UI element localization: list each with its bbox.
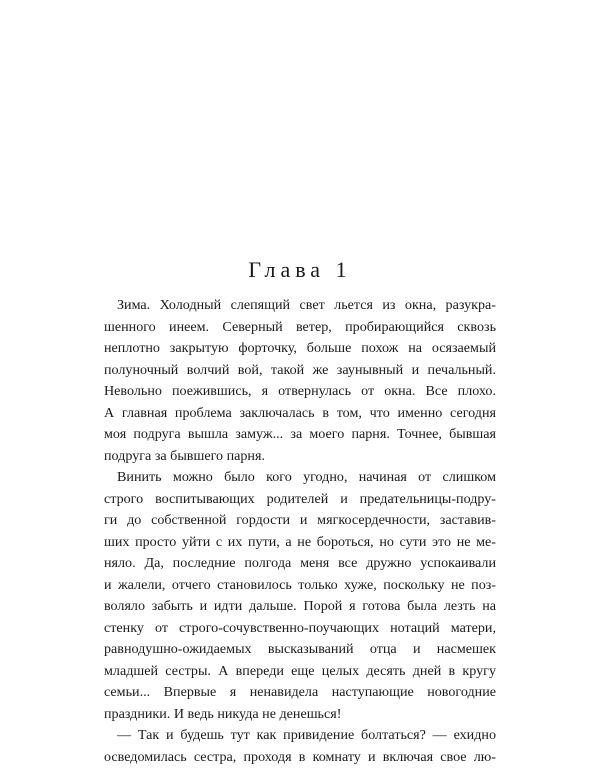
text-line: А главная проблема заключалась в том, что именно сегодня [104, 403, 496, 425]
text-line: няло. Да, последние полгода меня все дружно успокаивали [104, 553, 496, 575]
text-line: семьи... Впервые я ненавидела наступающие новогодние [104, 682, 496, 704]
text-line: Зима. Холодный слепящий свет льется из окна, разукра- [104, 295, 496, 317]
text-line: младшей сестры. А впереди еще целых десять дней в кругу [104, 661, 496, 683]
text-line: — Так и будешь тут как привидение болтаться? — ехидно [104, 725, 496, 747]
text-line: шенного инеем. Северный ветер, пробирающийся сквозь [104, 317, 496, 339]
text-line: праздники. И ведь никуда не денешься! [104, 704, 496, 726]
text-line: моя подруга вышла замуж... за моего парня. Точнее, бывшая [104, 424, 496, 446]
text-line: воляло забыть и идти дальше. Порой я готова была лезть на [104, 596, 496, 618]
text-line: ги до собственной гордости и мягкосердечности, заставив- [104, 510, 496, 532]
text-line: Невольно поежившись, я отвернулась от окна. Все плохо. [104, 381, 496, 403]
text-line: осведомилась сестра, проходя в комнату и включая свое лю- [104, 747, 496, 768]
text-line: ших просто уйти с их пути, а не бороться, но сути это не ме- [104, 532, 496, 554]
chapter-body [104, 295, 496, 768]
text-line: подруга за бывшего парня. [104, 446, 496, 468]
text-line: стенку от строго-сочувственно-поучающих нотаций матери, [104, 618, 496, 640]
text-line: равнодушно-ожидаемых высказываний отца и насмешек [104, 639, 496, 661]
text-line: полуночный волчий вой, такой же заунывный и печальный. [104, 360, 496, 382]
text-line: Винить можно было кого угодно, начиная от слишком [104, 467, 496, 489]
chapter-title: Глава 1 [0, 257, 600, 283]
text-line: и жалели, отчего становилось только хуже, поскольку не поз- [104, 575, 496, 597]
text-line: неплотно закрытую форточку, больше похож на осязаемый [104, 338, 496, 360]
text-line: строго воспитывающих родителей и предательницы-подру- [104, 489, 496, 511]
